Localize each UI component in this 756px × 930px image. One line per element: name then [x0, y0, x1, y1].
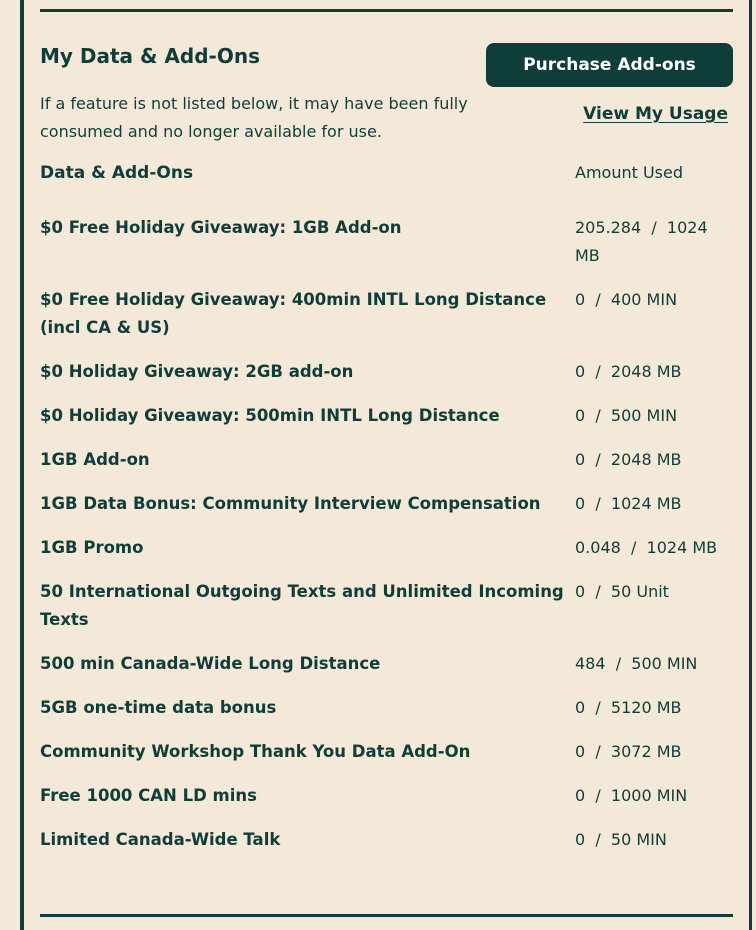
- add-on-row: [40, 650, 733, 694]
- add-on-amount-used: 0 / 1000 MIN: [575, 786, 688, 805]
- add-on-name: $0 Holiday Giveaway: 2GB add-on: [40, 362, 354, 381]
- add-on-amount-used: 0.048 / 1024 MB: [575, 538, 718, 557]
- add-on-name: 1GB Data Bonus: Community Interview Compensation: [40, 494, 541, 513]
- section-title: My Data & Add-Ons: [40, 44, 260, 68]
- divider-bottom: [40, 914, 733, 917]
- add-on-amount-used: 0 / 2048 MB: [575, 450, 682, 469]
- add-on-name: 500 min Canada-Wide Long Distance: [40, 654, 381, 673]
- add-on-amount-used: 0 / 1024 MB: [575, 494, 682, 513]
- add-on-row: [40, 534, 733, 578]
- add-on-name: 50 International Outgoing Texts and Unlimited Incoming Texts: [40, 582, 564, 629]
- add-on-name: 1GB Promo: [40, 538, 144, 557]
- purchase-add-ons-button[interactable]: Purchase Add-ons: [486, 43, 733, 87]
- add-on-row: [40, 738, 733, 782]
- add-on-amount-used: 484 / 500 MIN: [575, 654, 698, 673]
- add-on-row: [40, 214, 733, 286]
- add-on-row: [40, 358, 733, 402]
- add-on-name: $0 Free Holiday Giveaway: 1GB Add-on: [40, 218, 402, 237]
- add-on-name: Community Workshop Thank You Data Add-On: [40, 742, 471, 761]
- add-on-row: [40, 782, 733, 826]
- frame-border-right: [749, 0, 752, 930]
- add-ons-list: [40, 214, 733, 870]
- view-my-usage-link[interactable]: View My Usage: [583, 104, 728, 124]
- add-on-amount-used: 0 / 50 MIN: [575, 830, 667, 849]
- add-on-row: [40, 490, 733, 534]
- divider-top: [40, 9, 733, 12]
- add-on-row: [40, 694, 733, 738]
- add-on-row: [40, 578, 733, 650]
- add-on-name: 1GB Add-on: [40, 450, 150, 469]
- info-note: If a feature is not listed below, it may have been fully consumed and no longer available for use.: [40, 94, 468, 141]
- add-on-amount-used: 0 / 2048 MB: [575, 362, 682, 381]
- add-on-name: $0 Free Holiday Giveaway: 400min INTL Long Distance (incl CA & US): [40, 290, 547, 337]
- column-header-name: Data & Add-Ons: [40, 163, 194, 183]
- add-on-amount-used: 0 / 3072 MB: [575, 742, 682, 761]
- add-on-amount-used: 0 / 5120 MB: [575, 698, 682, 717]
- add-on-name: $0 Holiday Giveaway: 500min INTL Long Distance: [40, 406, 500, 425]
- add-on-amount-used: 0 / 400 MIN: [575, 290, 678, 309]
- column-header-amount: Amount Used: [575, 163, 684, 182]
- add-on-row: [40, 446, 733, 490]
- add-on-row: [40, 286, 733, 358]
- add-on-amount-used: 0 / 50 Unit: [575, 582, 669, 601]
- add-on-row: [40, 826, 733, 870]
- frame-border-left: [20, 0, 24, 930]
- add-on-name: Limited Canada-Wide Talk: [40, 830, 281, 849]
- add-on-amount-used: 0 / 500 MIN: [575, 406, 678, 425]
- add-on-name: Free 1000 CAN LD mins: [40, 786, 257, 805]
- add-on-amount-used: 205.284 / 1024 MB: [575, 218, 713, 265]
- add-on-row: [40, 402, 733, 446]
- add-on-name: 5GB one-time data bonus: [40, 698, 277, 717]
